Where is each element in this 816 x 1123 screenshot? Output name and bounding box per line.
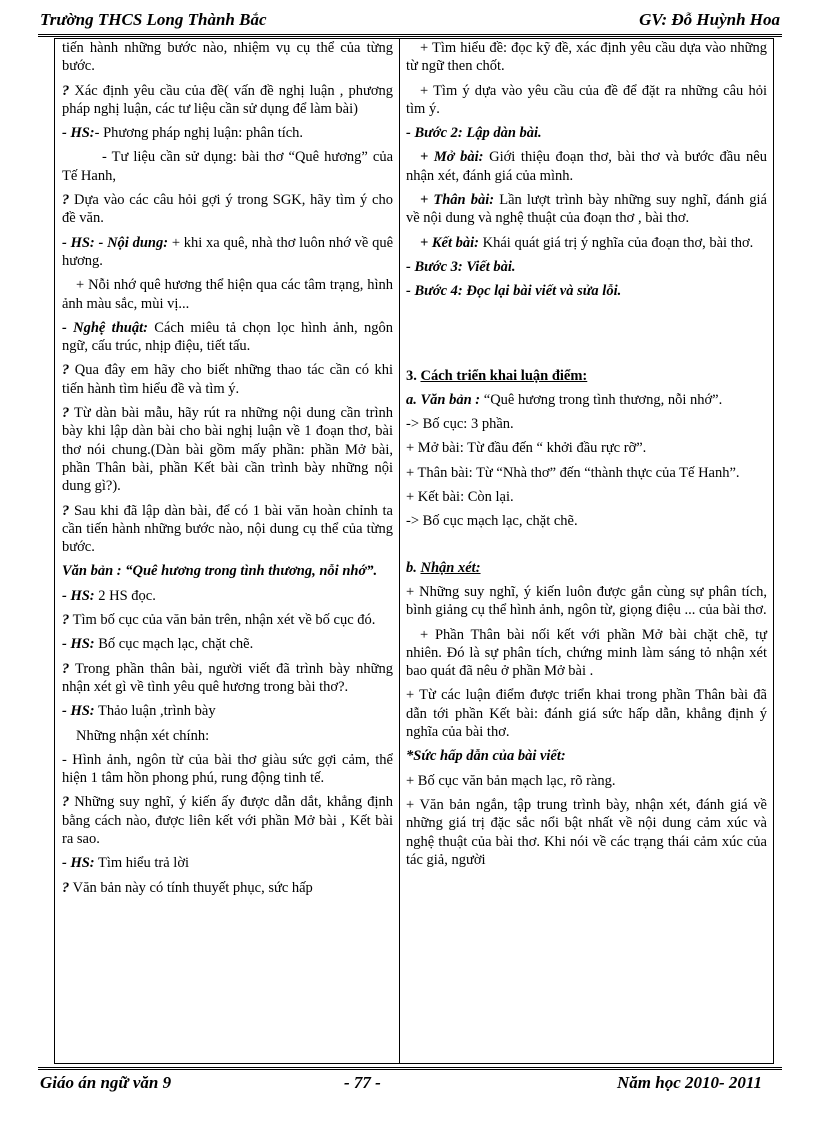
question: ? Qua đây em hãy cho biết những thao tác cần có khi tiến hành tìm hiểu đề và tìm ý. (62, 362, 393, 397)
paragraph: - Tư liệu cần sử dụng: bài thơ “Quê hương” của Tế Hanh, (62, 149, 393, 184)
question: ? Sau khi đã lập dàn bài, để có 1 bài văn hoàn chỉnh ta cần tiến hành những bước nào, nội dung cụ thể của từng bước. (62, 502, 393, 556)
paragraph: + Bố cục văn bản mạch lạc, rõ ràng. (406, 772, 616, 789)
paragraph: + Mở bài: Giới thiệu đoạn thơ, bài thơ và bước đầu nêu nhận xét, đánh giá của mình. (406, 149, 767, 184)
text-title: Văn bản : “Quê hương trong tình thương, nỗi nhớ”. (62, 563, 378, 580)
left-column (55, 39, 400, 1063)
section-heading: 3. Cách triển khai luận điểm: (406, 367, 588, 384)
content-table (54, 38, 774, 1064)
paragraph: + Phần Thân bài nối kết với phần Mở bài chặt chẽ, tự nhiên. Đó là sự phân tích, chứng minh làm sáng tỏ nhận xét bao quát đã nêu ở phần Mở bài . (406, 626, 767, 680)
school-name: Trường THCS Long Thành Bắc (40, 10, 267, 29)
question: ? Trong phần thân bài, người viết đã trình bày những nhận xét gì về tình yêu quê hương trong bài thơ?. (62, 660, 393, 695)
paragraph: Những nhận xét chính: (76, 727, 210, 744)
question: ? Những suy nghĩ, ý kiến ấy được dẫn dắt, khẳng định bằng cách nào, được liên kết với phần Mở bài , Kết bài ra sao. (62, 794, 393, 847)
paragraph: - Hình ảnh, ngôn từ của bài thơ giàu sức gợi cảm, thể hiện 1 tâm hồn phong phú, rung động tinh tế. (62, 751, 393, 787)
paragraph: + Những suy nghĩ, ý kiến luôn được gắn cùng sự phân tích, bình giảng cụ thể hình ảnh, ngôn từ, giọng điệu ... của bài thơ. (406, 583, 767, 619)
paragraph: + Tìm hiểu đề: đọc kỹ đề, xác định yêu cầu dựa vào những từ ngữ then chốt. (406, 40, 767, 75)
paragraph: + Văn bản ngắn, tập trung trình bày, nhận xét, đánh giá về những giá trị đặc sắc nổi bật nhất về nội dung cảm xúc và nghệ thuật của bài thơ. Khi nói về các trạng thái cảm xúc của tác giả, người (406, 796, 767, 868)
step-heading: - Bước 3: Viết bài. (406, 258, 516, 275)
right-column (400, 39, 773, 1063)
step-heading: - Bước 4: Đọc lại bài viết và sửa lỗi. (406, 283, 622, 300)
paragraph: -> Bố cục mạch lạc, chặt chẽ. (406, 513, 578, 530)
paragraph: + Tìm ý dựa vào yêu cầu của đề để đặt ra những câu hỏi tìm ý. (406, 82, 767, 117)
question: ? Dựa vào các câu hỏi gợi ý trong SGK, hãy tìm ý cho đề văn. (62, 192, 393, 227)
page-number: - 77 - (344, 1073, 381, 1092)
student-answer: - HS: Bố cục mạch lạc, chặt chẽ. (62, 636, 254, 653)
spacer (406, 537, 767, 559)
student-answer: - HS: Thảo luận ,trình bày (62, 703, 216, 720)
section-heading: b. Nhận xét: (406, 559, 481, 576)
paragraph: + Từ các luận điểm được triển khai trong phần Thân bài đã dẫn tới phần Kết bài: đánh giá sức hấp dẫn, khẳng định ý nghĩa của bài thơ. (406, 687, 767, 741)
student-answer: - HS: Tìm hiểu trả lời (62, 855, 190, 872)
paragraph: + Thân bài: Từ “Nhà thơ” đến “thành thực của Tế Hanh”. (406, 464, 740, 481)
question: ? Văn bản này có tính thuyết phục, sức hấp (62, 879, 313, 896)
school-year: Năm học 2010- 2011 (617, 1073, 762, 1092)
question: ? Tìm bố cục của văn bản trên, nhận xét về bố cục đó. (62, 612, 376, 629)
student-answer: - HS: - Nội dung: + khi xa quê, nhà thơ luôn nhớ về quê hương. (62, 234, 393, 269)
student-answer: - HS:- Phương pháp nghị luận: phân tích. (62, 125, 304, 142)
question: ? Từ dàn bài mẫu, hãy rút ra những nội dung cần trình bày khi lập dàn bài cho bài nghị luận về 1 đoạn thơ, bài thơ nói chung.(Dàn bài gồm mấy phần: phần Mở bài, phần Thân bài, phần Kết bài cần trình bày những nội dung gì?). (62, 405, 393, 495)
paragraph: tiến hành những bước nào, nhiệm vụ cụ thể của từng bước. (62, 40, 393, 75)
paragraph: + Nỗi nhớ quê hương thể hiện qua các tâm trạng, hình ảnh màu sắc, mùi vị... (62, 277, 393, 312)
sub-heading: *Sức hấp dẫn của bài viết: (406, 748, 566, 765)
paragraph: + Mở bài: Từ đầu đến “ khởi đầu rực rỡ”. (406, 440, 647, 457)
paragraph: a. Văn bản : “Quê hương trong tình thương, nỗi nhớ”. (406, 391, 723, 408)
step-heading: - Bước 2: Lập dàn bài. (406, 125, 542, 142)
teacher-name: GV: Đỗ Huỳnh Hoa (639, 10, 780, 29)
paragraph: -> Bố cục: 3 phần. (406, 416, 514, 433)
question: ? Xác định yêu cầu của đề( vấn đề nghị luận , phương pháp nghị luận, các tư liệu cần sử dụng để làm bài) (62, 82, 393, 117)
paragraph: + Thân bài: Lần lượt trình bày những suy nghĩ, đánh giá về nội dung và nghệ thuật của đoạn thơ , bài thơ. (406, 192, 767, 227)
paragraph: + Kết bài: Còn lại. (406, 489, 514, 506)
subject-name: Giáo án ngữ văn 9 (40, 1073, 172, 1092)
page-footer (38, 1067, 782, 1092)
paragraph: + Kết bài: Khái quát giá trị ý nghĩa của đoạn thơ, bài thơ. (420, 234, 754, 251)
student-answer: - HS: 2 HS đọc. (62, 587, 156, 604)
page-header (38, 8, 782, 37)
spacer (406, 307, 767, 367)
paragraph: - Nghệ thuật: Cách miêu tả chọn lọc hình ảnh, ngôn ngữ, cấu trúc, nhịp điệu, tiết tấu. (62, 319, 393, 355)
